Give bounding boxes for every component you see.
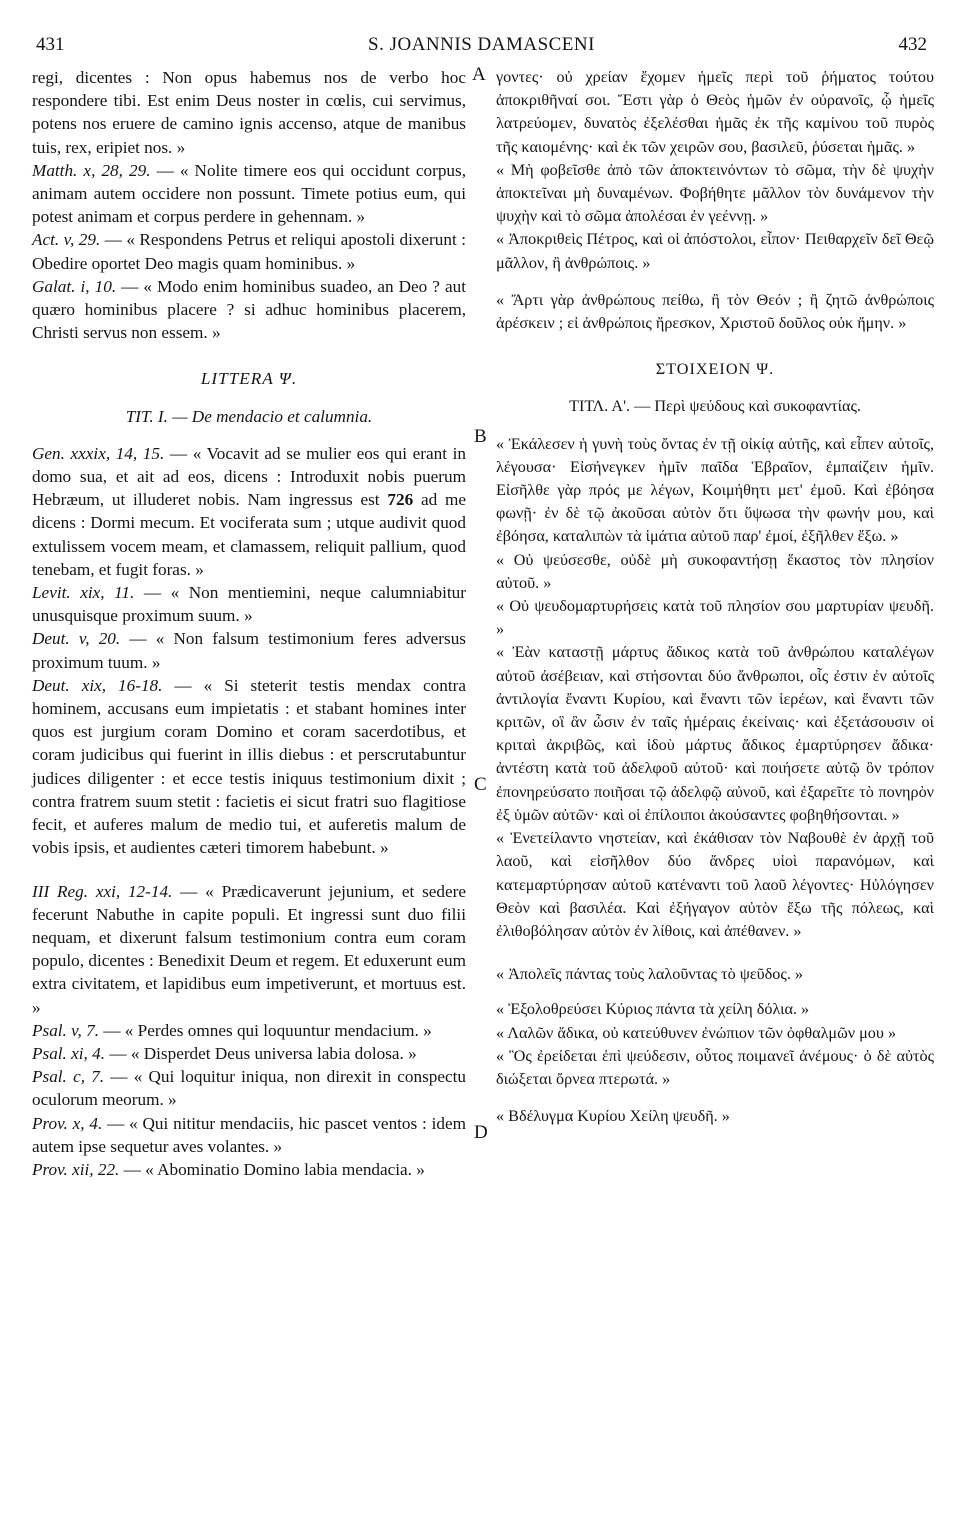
scripture-reference: Psal. c, 7. (32, 1067, 105, 1087)
latin-paragraph (32, 627, 466, 673)
scripture-reference: III Reg. xxi, 12-14. (32, 881, 173, 901)
margin-letter-d: D (474, 1122, 488, 1143)
latin-paragraph (32, 275, 466, 345)
scripture-reference: Gen. xxxix, 14, 15. (32, 443, 165, 463)
scripture-reference: Levit. xix, 11. (32, 583, 135, 603)
latin-paragraph (32, 1112, 466, 1158)
title-heading-greek: ΤΙΤΛ. Α'. — Περὶ ψεύδους καὶ συκοφαντίας. (569, 397, 861, 416)
margin-letter-c: C (474, 774, 487, 795)
paragraph-text: — « Abominatio Domino labia mendacia. » (119, 1159, 425, 1179)
section-heading-latin: LITTERA Ψ. (200, 369, 298, 389)
greek-paragraph: « Ἐκάλεσεν ἡ γυνὴ τοὺς ὄντας ἐν τῇ οἰκίᾳ αὐτῆς, καὶ εἶπεν αὐτοῖς, λέγουσα· Εἰσήνεγκεν ἡμῖν παῖδα Ἑβραῖον, ἐμπαίζειν ἡμῖν. Εἰσῆλθε γὰρ πρός με λέγων, Κοιμήθητι μετ' ἐμοῦ. Καὶ ἐβόησα φωνῇ· ἐν δὲ τῷ ἀκοῦσαι αὐτὸν ὅτι ὕψωσα τὴν φωνήν μου, καὶ ἐβόησα, καταλιπὼν τὰ ἱμάτια αὐτοῦ παρ' ἐμοί, ἐξῆλθεν ἔξω. » (496, 434, 934, 546)
title-heading-latin: TIT. I. — De mendacio et calumnia. (125, 406, 373, 426)
greek-paragraph: « Λαλῶν ἄδικα, οὐ κατεύθυνεν ἐνώπιον τῶν ὀφθαλμῶν μου » (496, 1023, 897, 1042)
latin-paragraph (32, 1158, 466, 1181)
paragraph-text: — « Nolite timere eos qui occidunt corpus, animam autem occidere non possunt. Timete potius eum, qui potest animam et corpus perdere in gehennam. » (32, 160, 466, 227)
paragraph-text: — « Disperdet Deus universa labia dolosa. » (105, 1043, 417, 1063)
latin-paragraph (32, 66, 466, 159)
scripture-reference: Act. v, 29. (32, 230, 101, 250)
greek-paragraph: « Ὃς ἐρείδεται ἐπὶ ψεύδεσιν, οὗτος ποιμανεῖ ἀνέμους· ὁ δὲ αὐτὸς διώξεται ὄρνεα πτερωτά. » (496, 1046, 934, 1088)
section-heading-greek: ΣΤΟΙΧΕΙΟΝ Ψ. (655, 360, 775, 379)
greek-paragraph: « Μὴ φοβεῖσθε ἀπὸ τῶν ἀποκτεινόντων τὸ σῶμα, τὴν δὲ ψυχὴν ἀποκτεῖναι μὴ δυναμένων. Φοβήθητε μᾶλλον τὸν δυνάμενον τὴν ψυχὴν καὶ τὸ σῶμα ἀπολέσαι ἐν γεέννῃ. » (496, 160, 934, 226)
latin-paragraph (32, 674, 466, 860)
paragraph-text: — « Non falsum testimonium feres adversus proximum tuum. » (32, 629, 466, 672)
latin-column (32, 66, 466, 1181)
scripture-reference: Matth. x, 28, 29. (32, 160, 151, 180)
latin-paragraph (32, 1065, 466, 1111)
greek-paragraph: « Οὐ ψεύσεσθε, οὐδὲ μὴ συκοφαντήσῃ ἕκαστος τὸν πλησίον αὐτοῦ. » (496, 550, 934, 592)
paragraph-text: — « Qui loquitur iniqua, non direxit in conspectu oculorum meorum. » (32, 1067, 466, 1110)
paragraph-text: — « Vocavit ad se mulier eos qui erant in domo sua, et ait ad eos, dicens : Introduxit nobis puerum Hebræum, ut illuderet nobis. Nam ingressus est (32, 443, 466, 510)
latin-paragraph (32, 1042, 466, 1065)
latin-paragraph (32, 159, 466, 229)
margin-letter-b: B (474, 426, 487, 447)
scripture-reference: Psal. v, 7. (32, 1020, 99, 1040)
paragraph-text: regi, dicentes : Non opus habemus nos de verbo hoc respondere tibi. Est enim Deus noster in cœlis, cui servimus, potens nos eruere de camino ignis accenso, atque de manibus tuis, rex, eripiet nos. » (32, 68, 466, 157)
scripture-reference: Deut. v, 20. (32, 629, 121, 649)
latin-paragraph (32, 581, 466, 627)
greek-paragraph: « Ἀπολεῖς πάντας τοὺς λαλοῦντας τὸ ψεῦδος. » (496, 965, 804, 984)
greek-paragraph: γοντες· οὐ χρείαν ἔχομεν ἡμεῖς περὶ τοῦ ῥήματος τούτου ἀποκριθῆναί σοι. Ἔστι γὰρ ὁ Θεὸς ἡμῶν ἐν οὐρανοῖς, ᾧ ἡμεῖς λατρεύομεν, δυνατὸς ἐξελέσθαι ἡμᾶς ἐκ τῆς καμίνου τοῦ πυρὸς τῆς καιομένης· καὶ ἐκ τῶν χειρῶν σου, βασιλεῦ, ῥύσεται ἡμᾶς. » (496, 68, 934, 156)
page-number-left: 431 (36, 34, 65, 55)
scripture-reference: Deut. xix, 16-18. (32, 675, 163, 695)
column-number: 726 (387, 490, 414, 510)
greek-paragraph: « Ἄρτι γὰρ ἀνθρώπους πείθω, ἢ τὸν Θεόν ; ἢ ζητῶ ἀνθρώποις ἀρέσκειν ; εἰ ἀνθρώποις ἤρεσκον, Χριστοῦ δοῦλος οὐκ ἤμην. » (496, 290, 934, 333)
paragraph-text: — « Non mentiemini, neque calumniabitur unusquisque proximum suum. » (32, 583, 466, 626)
greek-column (496, 66, 934, 1128)
paragraph-text: — « Modo enim hominibus suadeo, an Deo ? aut quæro hominibus placere ? si adhuc hominibus placerem, Christi servus non essem. » (32, 276, 466, 343)
greek-paragraph: « Ἐξολοθρεύσει Κύριος πάντα τὰ χείλη δόλια. » (496, 1000, 810, 1019)
paragraph-text: — « Si steterit testis mendax contra hominem, accusans eum impietatis : et stabant homines inter quos est jurgium coram Domino et coram sacerdotibus, et coram judicibus qui fuerint in illis diebus : et perscrutabuntur judices diligenter : et ecce testis iniquus testimonium dixit ; contra fratrem suum stetit : facietis ei sicut fratri suo flagitiose fecit, et auferes malum de medio tui, et auferetis malum de vobis ipsis, et audientes cæteri timorem habebunt. » (32, 675, 466, 858)
margin-letter-a: A (472, 64, 486, 85)
scripture-reference: Galat. i, 10. (32, 276, 117, 296)
page-number-right: 432 (898, 34, 927, 55)
paragraph-text: — « Prædicaverunt jejunium, et sedere fecerunt Nabuthe in capite populi. Et ingressi sunt duo filii nequam, et dixerunt falsum testimonium contra eum coram populo, dicentes : Benedixit Deum et regem. Et eduxerunt eum extra civitatem, et lapidibus eum impetiverunt, et mortuus est. » (32, 881, 466, 1017)
scripture-reference: Prov. x, 4. (32, 1113, 103, 1133)
scripture-reference: Prov. xii, 22. (32, 1159, 120, 1179)
paragraph-text: — « Respondens Petrus et reliqui apostoli dixerunt : Obedire oportet Deo magis quam hominibus. » (32, 230, 466, 273)
greek-paragraph: « Ἐὰν καταστῇ μάρτυς ἄδικος κατὰ τοῦ ἀνθρώπου καταλέγων αὐτοῦ ἀσέβειαν, καὶ στήσονται δύο ἄνθρωποι, οἷς ἐστιν ἐν αὐτοῖς ἀντιλογία ἔναντι Κυρίου, καὶ ἔναντι τῶν ἱερέων, καὶ ἔναντι τῶν κριτῶν, οἳ ἂν ὦσιν ἐν ταῖς ἡμέραις ἐκείναις· καὶ ἐξετάσουσιν οἱ κριταὶ ἀκριβῶς, καὶ ἰδοὺ μάρτυς ἄδικος ἐμαρτύρησεν ἄδικα· ἀντέστη κατὰ τοῦ ἀδελφοῦ αὐτοῦ· καὶ ποιήσετε αὐτῷ ὃν τρόπον ἐπονηρεύσατο ποιῆσαι τῷ ἀδελφῷ αὐνοῦ, καὶ ἐξαρεῖτε τὸ πονηρὸν ἐξ ὑμῶν αὐτῶν· καὶ οἱ ἐπίλοιποι ἀκούσαντες φοβηθήσονται. » (496, 643, 934, 824)
greek-paragraph: « Ἀποκριθεὶς Πέτρος, καὶ οἱ ἀπόστολοι, εἶπον· Πειθαρχεῖν δεῖ Θεῷ μᾶλλον, ἢ ἀνθρώποις. » (496, 230, 934, 272)
greek-paragraph: « Οὐ ψευδομαρτυρήσεις κατὰ τοῦ πλησίον σου μαρτυρίαν ψευδῆ. » (496, 597, 934, 639)
paragraph-text: — « Qui nititur mendaciis, hic pascet ventos : idem autem ipse sequetur aves volantes. » (32, 1113, 467, 1156)
scripture-reference: Psal. xi, 4. (32, 1043, 106, 1063)
latin-paragraph (32, 1019, 466, 1042)
latin-paragraph (32, 442, 466, 581)
greek-paragraph: « Ἐνετείλαντο νηστείαν, καὶ ἐκάθισαν τὸν Ναβουθὲ ἐν ἀρχῇ τοῦ λαοῦ, καὶ εἰσῆλθον δύο ἄνδρες υἱοὶ παρανόμων, καὶ κατεμαρτύρησαν αὐτοῦ κατέναντι τοῦ λαοῦ λέγοντες· Ηὐλόγησεν Θεὸν καὶ βασιλέα. Καὶ ἐξήγαγον αὐτὸν ἔξω τῆς πόλεως, καὶ ἐλιθοβόλησαν αὐτὸν ἐν λίθοις, καὶ ἀπέθανεν. » (496, 829, 934, 940)
latin-paragraph (32, 880, 466, 1019)
paragraph-text: — « Perdes omnes qui loquuntur mendacium. » (99, 1020, 432, 1040)
latin-paragraph (32, 228, 466, 274)
greek-paragraph: « Βδέλυγμα Κυρίου Χείλη ψευδῆ. » (496, 1107, 730, 1126)
paragraph-text: ad me dicens : Dormi mecum. Et vociferata sum ; utque audivit quod extulissem vocem meam, et clamassem, reliquit pallium, quod tenebam, et fugit foras. » (32, 490, 466, 579)
running-title: S. JOANNIS DAMASCENI (368, 34, 595, 55)
